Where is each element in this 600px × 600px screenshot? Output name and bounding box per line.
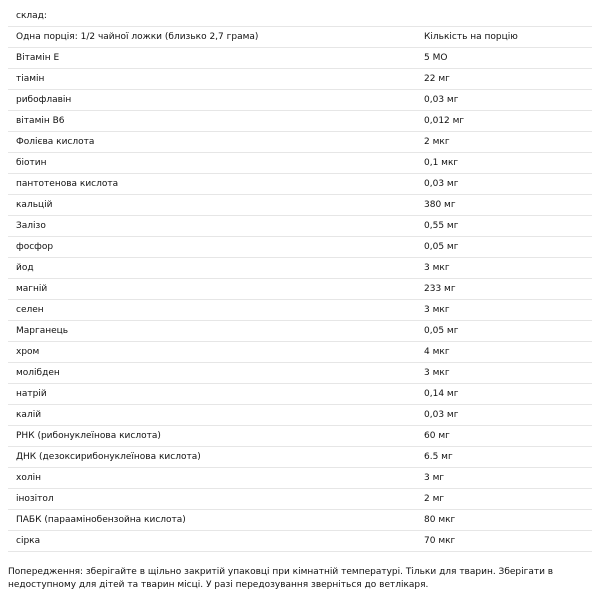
- ingredient-row: [8, 195, 592, 216]
- ingredient-row: [8, 363, 592, 384]
- ingredient-amount: 0,03 мг: [424, 179, 459, 189]
- ingredient-amount: 0,05 мг: [424, 242, 459, 252]
- ingredient-name: калій: [16, 410, 42, 420]
- ingredient-row: [8, 342, 592, 363]
- ingredient-name: ПАБК (параамінобензойна кислота): [16, 515, 186, 525]
- ingredient-row: [8, 321, 592, 342]
- ingredient-name: РНК (рибонуклеїнова кислота): [16, 431, 161, 441]
- ingredient-amount: 0,55 мг: [424, 221, 459, 231]
- ingredient-amount: 0,1 мкг: [424, 158, 459, 168]
- ingredient-amount: 380 мг: [424, 200, 456, 210]
- ingredient-amount: 233 мг: [424, 284, 456, 294]
- ingredient-amount: 80 мкг: [424, 515, 456, 525]
- ingredient-name: холін: [16, 473, 41, 483]
- ingredient-amount: 3 мкг: [424, 263, 450, 273]
- storage-warning: Попередження: зберігайте в щільно закритій упаковці при кімнатній температурі. Тільки для тварин. Зберігати в недоступному для дітей та тварин місці. У разі передозування зверніться до ветлікаря.: [8, 567, 554, 590]
- ingredient-row: [8, 48, 592, 69]
- ingredient-row: [8, 111, 592, 132]
- ingredient-name: Марганець: [16, 326, 69, 336]
- composition-row: [8, 6, 592, 27]
- ingredient-row: [8, 300, 592, 321]
- ingredient-amount: 70 мкг: [424, 536, 456, 546]
- ingredient-name: ДНК (дезоксирибонуклеїнова кислота): [16, 452, 201, 462]
- ingredient-amount: 3 мкг: [424, 368, 450, 378]
- ingredient-name: хром: [16, 347, 40, 357]
- ingredient-amount: 22 мг: [424, 74, 450, 84]
- ingredient-row: [8, 489, 592, 510]
- composition-label: склад:: [16, 11, 47, 21]
- ingredient-amount: 6.5 мг: [424, 452, 453, 462]
- ingredient-amount: 3 мг: [424, 473, 445, 483]
- ingredient-row: [8, 237, 592, 258]
- ingredient-amount: 2 мг: [424, 494, 445, 504]
- ingredient-name: кальцій: [16, 200, 53, 210]
- ingredient-amount: 5 МО: [424, 53, 448, 63]
- ingredient-name: Залізо: [16, 221, 46, 231]
- ingredient-row: [8, 153, 592, 174]
- ingredient-name: пантотенова кислота: [16, 179, 119, 189]
- ingredient-row: [8, 447, 592, 468]
- ingredient-name: натрій: [16, 389, 47, 399]
- ingredient-amount: 0,14 мг: [424, 389, 459, 399]
- ingredient-row: [8, 279, 592, 300]
- ingredient-row: [8, 384, 592, 405]
- ingredient-row: [8, 132, 592, 153]
- ingredient-name: селен: [16, 305, 44, 315]
- ingredient-row: [8, 405, 592, 426]
- ingredient-row: [8, 258, 592, 279]
- amount-per-serving-header: Кількість на порцію: [424, 32, 518, 42]
- ingredient-amount: 0,012 мг: [424, 116, 465, 126]
- ingredient-row: [8, 69, 592, 90]
- ingredient-name: Вітамін Е: [16, 53, 60, 63]
- ingredient-row: [8, 90, 592, 111]
- ingredient-row: [8, 531, 592, 552]
- ingredient-amount: 0,03 мг: [424, 95, 459, 105]
- ingredient-name: тіамін: [16, 74, 45, 84]
- ingredient-name: фосфор: [16, 242, 54, 252]
- ingredient-name: інозітол: [16, 494, 54, 504]
- ingredient-name: магній: [16, 284, 48, 294]
- ingredient-name: вітамін В6: [16, 116, 65, 126]
- header-row: [8, 27, 592, 48]
- ingredient-name: Фолієва кислота: [16, 137, 95, 147]
- serving-size-label: Одна порція: 1/2 чайної ложки (близько 2,7 грама): [16, 32, 259, 42]
- ingredient-row: [8, 426, 592, 447]
- ingredient-amount: 0,05 мг: [424, 326, 459, 336]
- ingredient-row: [8, 216, 592, 237]
- ingredient-amount: 0,03 мг: [424, 410, 459, 420]
- ingredient-name: молібден: [16, 368, 60, 378]
- ingredient-row: [8, 174, 592, 195]
- ingredient-row: [8, 468, 592, 489]
- ingredient-name: йод: [16, 263, 34, 273]
- ingredient-row: [8, 510, 592, 531]
- ingredient-amount: 2 мкг: [424, 137, 450, 147]
- ingredient-amount: 3 мкг: [424, 305, 450, 315]
- ingredient-amount: 4 мкг: [424, 347, 450, 357]
- nutrition-table: [8, 6, 592, 552]
- ingredient-amount: 60 мг: [424, 431, 450, 441]
- ingredient-name: рибофлавін: [16, 95, 72, 105]
- ingredient-name: біотин: [16, 158, 47, 168]
- ingredient-name: сірка: [16, 536, 41, 546]
